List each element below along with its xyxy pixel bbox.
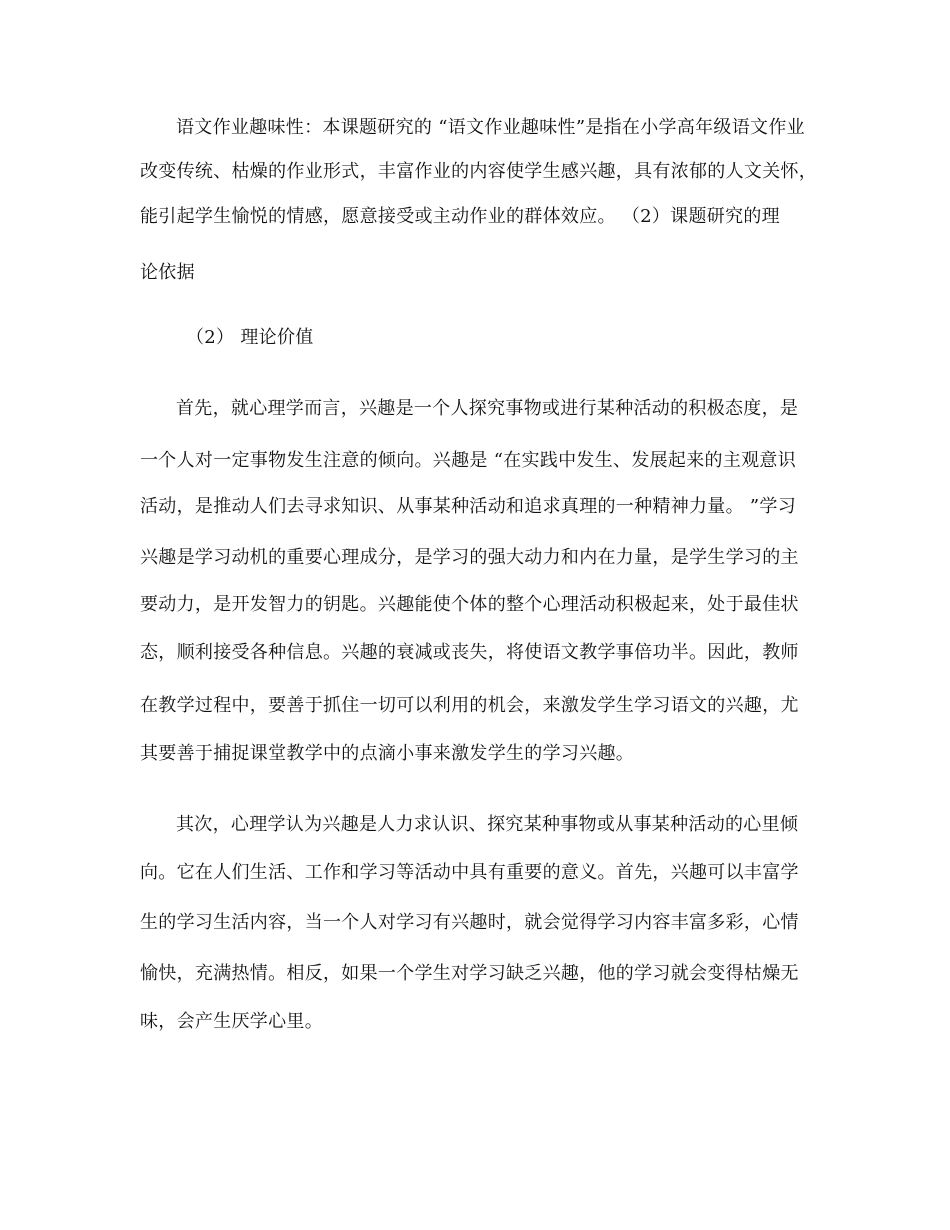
section-heading: （2） 理论价值 bbox=[186, 327, 314, 348]
text-line: 活动，是推动人们去寻求知识、从事某种活动和追求真理的一种精神力量。 ”学习 bbox=[140, 496, 797, 517]
text-line: 兴趣是学习动机的重要心理成分，是学习的强大动力和内在力量，是学生学习的主 bbox=[140, 547, 799, 568]
text-line: 在教学过程中，要善于抓住一切可以利用的机会，来激发学生学习语文的兴趣，尤 bbox=[140, 695, 799, 716]
text-line: 首先，就心理学而言，兴趣是一个人探究事物或进行某种活动的积极态度，是 bbox=[176, 398, 799, 419]
text-line: 一个人对一定事物发生注意的倾向。兴趣是 “在实践中发生、发展起来的主观意识 bbox=[140, 450, 797, 471]
text-line: 论依据 bbox=[140, 262, 195, 283]
text-line: 语文作业趣味性：本课题研究的 “语文作业趣味性”是指在小学高年级语文作业 bbox=[176, 117, 805, 138]
text-line: 味，会产生厌学心里。 bbox=[140, 1011, 323, 1032]
text-line: 生的学习生活内容，当一个人对学习有兴趣时，就会觉得学习内容丰富多彩，心情 bbox=[140, 912, 799, 933]
text-line: 其次，心理学认为兴趣是人力求认识、探究某种事物或从事某种活动的心里倾 bbox=[176, 814, 799, 835]
text-line: 能引起学生愉悦的情感，愿意接受或主动作业的群体效应。 （2）课题研究的理 bbox=[140, 206, 780, 227]
text-line: 改变传统、枯燥的作业形式，丰富作业的内容使学生感兴趣，具有浓郁的人文关怀， bbox=[140, 161, 818, 182]
text-line: 态，顺利接受各种信息。兴趣的衰减或丧失，将使语文教学事倍功半。因此，教师 bbox=[140, 642, 799, 663]
text-line: 其要善于捕捉课堂教学中的点滴小事来激发学生的学习兴趣。 bbox=[140, 743, 635, 764]
text-line: 向。它在人们生活、工作和学习等活动中具有重要的意义。首先，兴趣可以丰富学 bbox=[140, 862, 799, 883]
text-line: 愉快，充满热情。相反，如果一个学生对学习缺乏兴趣，他的学习就会变得枯燥无 bbox=[140, 963, 799, 984]
text-line: 要动力，是开发智力的钥匙。兴趣能使个体的整个心理活动积极起来，处于最佳状 bbox=[140, 594, 799, 615]
